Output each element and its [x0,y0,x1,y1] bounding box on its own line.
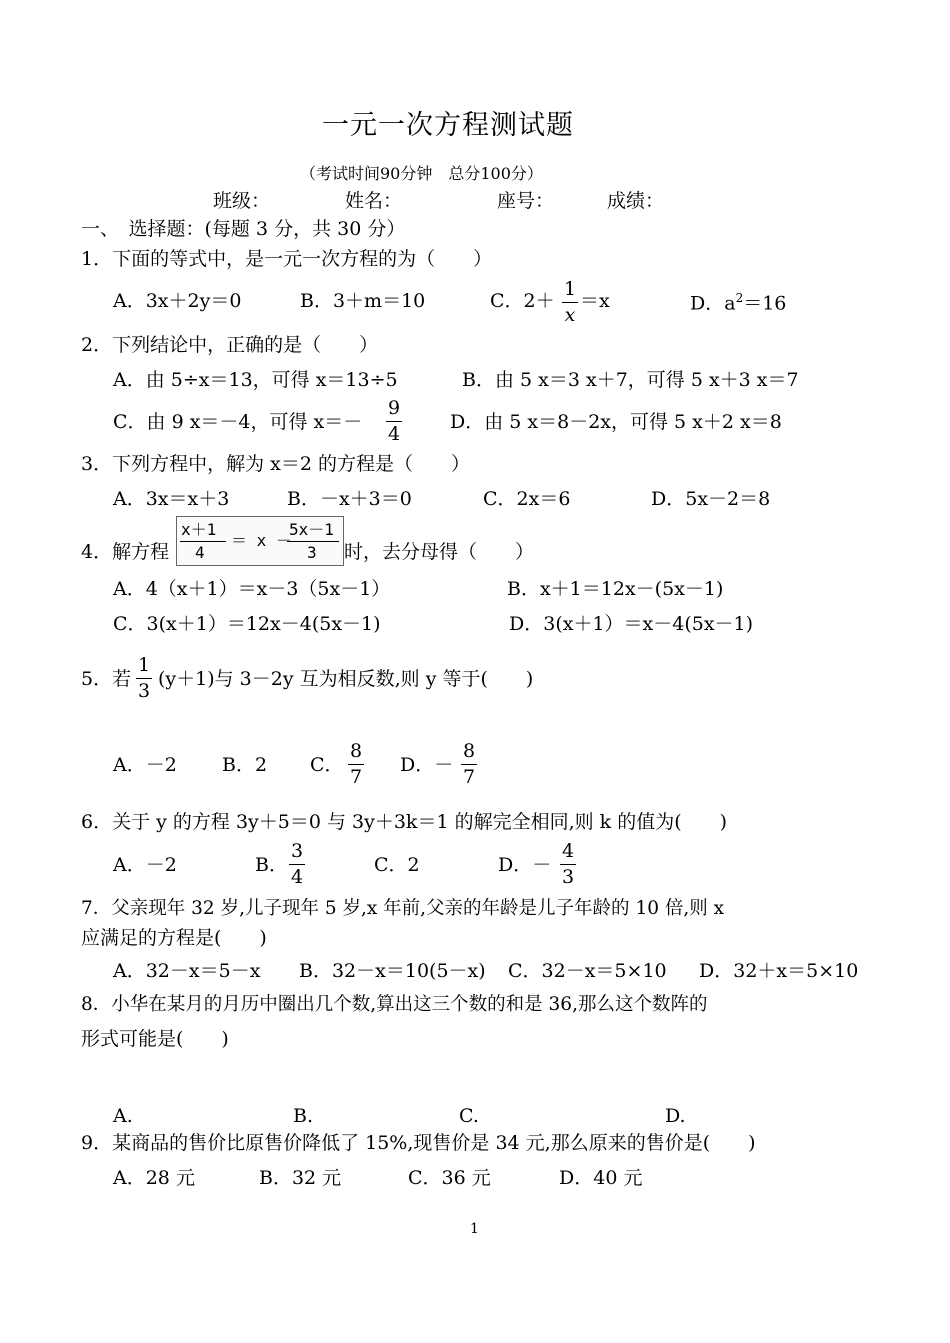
q5-option-d: D．－ [400,754,454,776]
fraction-numerator: 8 [349,740,363,762]
eq-numerator-1: x＋1 [181,520,217,539]
q1-option-d [690,292,786,313]
q7-option-a: A．32－x＝5－x [113,960,261,982]
fraction-denominator: 7 [462,766,476,788]
q9-option-a: A．28 元 [113,1167,195,1189]
q8-option-b: B. [293,1105,314,1127]
q5-option-c: C． [310,754,344,776]
q4-option-d: D．3(x＋1）＝x－4(5x－1) [509,613,754,635]
q5-option-c-fraction [348,742,364,787]
q9-option-b: B．32 元 [259,1167,342,1189]
q3-option-b: B．－x＋3＝0 [287,488,412,510]
q8-option-c: C. [459,1105,479,1127]
class-label: 班级： [213,190,271,212]
q2-option-d: D．由 5 x＝8－2x，可得 5 x＋2 x＝8 [450,411,782,433]
section-heading: 一、 选择题：(每题 3 分，共 30 分） [81,218,406,240]
q3-option-c: C．2x＝6 [483,488,571,510]
question-6-stem: 6．关于 y 的方程 3y＋5＝0 与 3y＋3k＝1 的解完全相同,则 k 的值为( ) [81,811,728,833]
question-8-stem-line1: 8．小华在某月的月历中圈出几个数,算出这三个数的和是 36,那么这个数阵的 [81,994,708,1015]
question-5-stem-prefix: 5．若 [81,668,132,690]
fraction-numerator: 1 [563,278,577,300]
q7-option-d: D．32＋x＝5×10 [699,960,859,982]
question-7-stem-line2: 应满足的方程是( ) [81,927,267,949]
q3-option-d: D．5x－2＝8 [651,488,771,510]
fraction-denominator: 4 [290,866,304,888]
eq-numerator-2: 5x－1 [289,520,334,539]
fraction-denominator: 7 [349,766,363,788]
q5-option-a: A．－2 [113,754,177,776]
question-1-stem: 1．下面的等式中，是一元一次方程的为（ ） [81,248,493,270]
fraction-numerator: 8 [462,740,476,762]
page-number: 1 [470,1221,479,1237]
q1-option-c-suffix: ＝x [580,290,610,312]
exponent: 2 [735,291,744,305]
q1-option-c-prefix: C．2＋ [490,290,555,312]
seat-label: 座号： [497,190,555,212]
q2-option-a: A．由 5÷x＝13，可得 x＝13÷5 [113,369,398,391]
eq-denominator-2: 3 [307,543,317,562]
q4-equation-image [176,516,344,566]
q7-option-b: B．32－x＝10(5－x) [299,960,486,982]
fraction-numerator: 9 [387,397,401,419]
q2-option-c: C．由 9 x＝－4，可得 x＝－ [113,411,363,433]
q6-option-c: C．2 [374,854,420,876]
score-label: 成绩： [607,190,665,212]
q8-option-d: D. [665,1105,686,1127]
question-5-stem-suffix: (y＋1)与 3－2y 互为相反数,则 y 等于( ) [158,668,534,690]
q8-option-a: A. [113,1105,133,1127]
eq-denominator-1: 4 [195,543,205,562]
q1-option-a: A．3x＋2y＝0 [113,290,242,312]
q5-option-b: B．2 [222,754,268,776]
question-8-stem-line2: 形式可能是( ) [81,1028,229,1050]
q5-option-d-fraction [461,742,477,787]
q1-option-b: B．3＋m＝10 [300,290,426,312]
fraction-numerator: 3 [290,840,304,862]
q4-option-c: C．3(x＋1）＝12x－4(5x－1) [113,613,381,635]
question-4-stem-suffix: 时，去分母得（ ） [344,541,535,563]
eq-middle: ＝ x － [231,531,292,550]
q6-option-a: A．－2 [113,854,177,876]
page-title: 一元一次方程测试题 [322,110,574,141]
fraction-denominator: 4 [387,423,401,445]
q6-option-d-fraction [560,842,576,887]
name-label: 姓名： [345,190,403,212]
q4-option-b: B．x＋1＝12x－(5x－1) [507,578,724,600]
q2-option-b: B．由 5 x＝3 x＋7，可得 5 x＋3 x＝7 [462,369,799,391]
fraction-numerator: 4 [561,840,575,862]
exam-info: （考试时间90分钟 总分100分） [300,164,543,183]
q9-option-c: C．36 元 [408,1167,491,1189]
question-4-stem-prefix: 4．解方程 [81,541,170,563]
fraction-numerator: 1 [137,654,151,676]
q3-option-a: A．3x＝x＋3 [113,488,230,510]
q6-option-b-fraction [289,842,305,887]
fraction-denominator: x [564,304,576,326]
question-7-stem-line1: 7．父亲现年 32 岁,儿子现年 5 岁,x 年前,父亲的年龄是儿子年龄的 10 倍,则 x [81,898,725,919]
fraction-denominator: 3 [137,680,151,702]
question-2-stem: 2．下列结论中，正确的是（ ） [81,334,379,356]
q2-option-c-fraction [386,399,402,444]
fraction-denominator: 3 [561,866,575,888]
question-9-stem: 9．某商品的售价比原售价降低了 15%,现售价是 34 元,那么原来的售价是( ) [81,1132,756,1154]
q1-option-d-rest: ＝16 [743,292,787,315]
q1-option-d-base: D．a [690,292,736,315]
q5-stem-fraction [136,656,152,701]
q1-option-c-fraction [562,280,578,325]
q9-option-d: D．40 元 [559,1167,643,1189]
q6-option-b: B． [255,854,288,876]
q4-option-a: A．4（x＋1）＝x－3（5x－1） [113,578,391,600]
question-3-stem: 3．下列方程中，解为 x＝2 的方程是（ ） [81,453,470,475]
q6-option-d: D．－ [498,854,552,876]
q7-option-c: C．32－x＝5×10 [508,960,667,982]
